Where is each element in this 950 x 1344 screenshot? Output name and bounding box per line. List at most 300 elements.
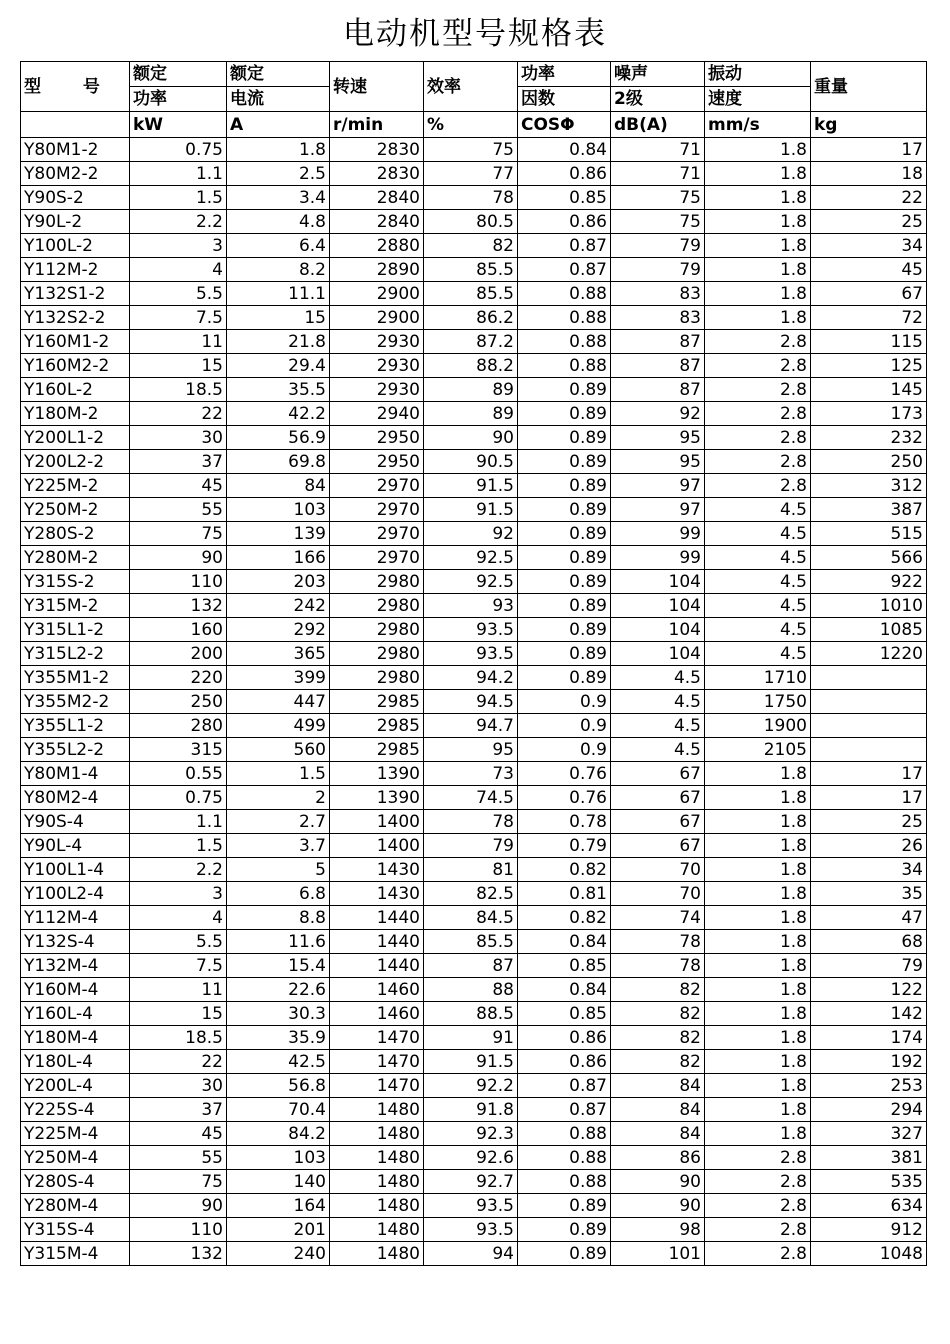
- cell-efficiency: 91.5: [424, 1050, 518, 1074]
- table-row: [21, 666, 927, 690]
- cell-efficiency: 93.5: [424, 1194, 518, 1218]
- cell-power: 110: [130, 570, 227, 594]
- header-speed: 转速: [330, 62, 424, 112]
- cell-power: 3: [130, 234, 227, 258]
- cell-pf: 0.82: [518, 858, 611, 882]
- cell-power: 1.5: [130, 834, 227, 858]
- cell-model: Y200L-4: [21, 1074, 130, 1098]
- cell-noise: 79: [611, 234, 705, 258]
- cell-efficiency: 89: [424, 402, 518, 426]
- cell-current: 15.4: [227, 954, 330, 978]
- cell-efficiency: 85.5: [424, 930, 518, 954]
- cell-weight: 327: [811, 1122, 927, 1146]
- table-row: [21, 450, 927, 474]
- table-row: [21, 474, 927, 498]
- cell-vibration: 2.8: [705, 354, 811, 378]
- cell-power: 1.1: [130, 162, 227, 186]
- cell-weight: [811, 738, 927, 762]
- cell-efficiency: 92.7: [424, 1170, 518, 1194]
- cell-current: 6.4: [227, 234, 330, 258]
- unit-power: kW: [130, 112, 227, 138]
- table-row: [21, 1026, 927, 1050]
- cell-noise: 74: [611, 906, 705, 930]
- cell-efficiency: 89: [424, 378, 518, 402]
- cell-weight: 68: [811, 930, 927, 954]
- cell-efficiency: 94: [424, 1242, 518, 1266]
- cell-pf: 0.85: [518, 186, 611, 210]
- cell-noise: 104: [611, 618, 705, 642]
- cell-weight: 515: [811, 522, 927, 546]
- cell-vibration: 1750: [705, 690, 811, 714]
- unit-efficiency: %: [424, 112, 518, 138]
- cell-weight: 115: [811, 330, 927, 354]
- cell-speed: 1460: [330, 978, 424, 1002]
- cell-speed: 2970: [330, 498, 424, 522]
- cell-current: 292: [227, 618, 330, 642]
- cell-power: 11: [130, 978, 227, 1002]
- cell-weight: 18: [811, 162, 927, 186]
- cell-pf: 0.76: [518, 786, 611, 810]
- cell-speed: 1400: [330, 834, 424, 858]
- cell-vibration: 2.8: [705, 1146, 811, 1170]
- cell-model: Y80M2-4: [21, 786, 130, 810]
- cell-model: Y132M-4: [21, 954, 130, 978]
- cell-power: 7.5: [130, 954, 227, 978]
- cell-efficiency: 86.2: [424, 306, 518, 330]
- cell-weight: 34: [811, 234, 927, 258]
- cell-vibration: 4.5: [705, 546, 811, 570]
- cell-current: 11.1: [227, 282, 330, 306]
- table-row: [21, 1194, 927, 1218]
- cell-efficiency: 92: [424, 522, 518, 546]
- table-row: [21, 498, 927, 522]
- cell-speed: 1400: [330, 810, 424, 834]
- cell-model: Y132S2-2: [21, 306, 130, 330]
- cell-weight: 125: [811, 354, 927, 378]
- cell-noise: 95: [611, 426, 705, 450]
- cell-pf: 0.87: [518, 1098, 611, 1122]
- table-row: [21, 1098, 927, 1122]
- cell-model: Y250M-2: [21, 498, 130, 522]
- cell-vibration: 1.8: [705, 930, 811, 954]
- cell-power: 280: [130, 714, 227, 738]
- table-row: [21, 642, 927, 666]
- table-row: [21, 1146, 927, 1170]
- cell-current: 139: [227, 522, 330, 546]
- cell-pf: 0.89: [518, 666, 611, 690]
- cell-noise: 101: [611, 1242, 705, 1266]
- cell-noise: 78: [611, 954, 705, 978]
- cell-efficiency: 92.5: [424, 546, 518, 570]
- cell-speed: 2890: [330, 258, 424, 282]
- cell-speed: 2980: [330, 642, 424, 666]
- table-row: [21, 1170, 927, 1194]
- table-row: [21, 162, 927, 186]
- cell-model: Y355L1-2: [21, 714, 130, 738]
- cell-current: 1.8: [227, 138, 330, 162]
- table-row: [21, 186, 927, 210]
- table-row: [21, 738, 927, 762]
- cell-efficiency: 90: [424, 426, 518, 450]
- cell-weight: 17: [811, 138, 927, 162]
- cell-current: 8.2: [227, 258, 330, 282]
- cell-noise: 98: [611, 1218, 705, 1242]
- cell-model: Y90S-2: [21, 186, 130, 210]
- cell-speed: 2950: [330, 450, 424, 474]
- cell-model: Y355M1-2: [21, 666, 130, 690]
- cell-model: Y355L2-2: [21, 738, 130, 762]
- cell-noise: 4.5: [611, 714, 705, 738]
- table-row: [21, 762, 927, 786]
- cell-pf: 0.89: [518, 594, 611, 618]
- cell-current: 166: [227, 546, 330, 570]
- cell-weight: 294: [811, 1098, 927, 1122]
- cell-vibration: 1.8: [705, 1050, 811, 1074]
- cell-efficiency: 87.2: [424, 330, 518, 354]
- cell-speed: 1440: [330, 906, 424, 930]
- cell-speed: 1480: [330, 1098, 424, 1122]
- cell-speed: 1460: [330, 1002, 424, 1026]
- cell-power: 315: [130, 738, 227, 762]
- cell-power: 160: [130, 618, 227, 642]
- cell-current: 35.9: [227, 1026, 330, 1050]
- cell-weight: 25: [811, 810, 927, 834]
- table-row: [21, 1002, 927, 1026]
- table-row: [21, 834, 927, 858]
- cell-speed: 1470: [330, 1026, 424, 1050]
- cell-vibration: 1.8: [705, 762, 811, 786]
- table-row: [21, 282, 927, 306]
- cell-weight: 142: [811, 1002, 927, 1026]
- cell-weight: 17: [811, 786, 927, 810]
- cell-noise: 67: [611, 810, 705, 834]
- cell-current: 203: [227, 570, 330, 594]
- cell-weight: 26: [811, 834, 927, 858]
- cell-efficiency: 84.5: [424, 906, 518, 930]
- cell-efficiency: 92.5: [424, 570, 518, 594]
- cell-power: 30: [130, 1074, 227, 1098]
- cell-noise: 97: [611, 498, 705, 522]
- cell-model: Y180M-4: [21, 1026, 130, 1050]
- cell-power: 90: [130, 546, 227, 570]
- cell-efficiency: 93.5: [424, 618, 518, 642]
- cell-efficiency: 81: [424, 858, 518, 882]
- cell-current: 2: [227, 786, 330, 810]
- cell-noise: 82: [611, 978, 705, 1002]
- cell-power: 7.5: [130, 306, 227, 330]
- cell-pf: 0.88: [518, 1170, 611, 1194]
- table-body: [21, 62, 927, 1266]
- cell-efficiency: 91.5: [424, 498, 518, 522]
- cell-noise: 75: [611, 210, 705, 234]
- cell-power: 75: [130, 522, 227, 546]
- cell-model: Y160M-4: [21, 978, 130, 1002]
- cell-power: 22: [130, 402, 227, 426]
- cell-current: 35.5: [227, 378, 330, 402]
- cell-model: Y90L-2: [21, 210, 130, 234]
- table-row: [21, 1074, 927, 1098]
- table-row: [21, 978, 927, 1002]
- cell-noise: 70: [611, 882, 705, 906]
- unit-model: [21, 112, 130, 138]
- cell-weight: 34: [811, 858, 927, 882]
- cell-weight: 173: [811, 402, 927, 426]
- cell-noise: 104: [611, 594, 705, 618]
- cell-power: 18.5: [130, 1026, 227, 1050]
- cell-weight: 47: [811, 906, 927, 930]
- cell-model: Y80M1-2: [21, 138, 130, 162]
- cell-speed: 2830: [330, 162, 424, 186]
- cell-efficiency: 94.2: [424, 666, 518, 690]
- cell-pf: 0.9: [518, 714, 611, 738]
- cell-model: Y180L-4: [21, 1050, 130, 1074]
- cell-model: Y200L2-2: [21, 450, 130, 474]
- table-row: [21, 906, 927, 930]
- cell-efficiency: 93: [424, 594, 518, 618]
- cell-power: 200: [130, 642, 227, 666]
- cell-power: 1.1: [130, 810, 227, 834]
- cell-noise: 82: [611, 1026, 705, 1050]
- cell-current: 560: [227, 738, 330, 762]
- cell-noise: 84: [611, 1098, 705, 1122]
- cell-vibration: 2.8: [705, 1170, 811, 1194]
- cell-model: Y315S-2: [21, 570, 130, 594]
- cell-noise: 82: [611, 1050, 705, 1074]
- cell-current: 2.7: [227, 810, 330, 834]
- cell-model: Y90L-4: [21, 834, 130, 858]
- cell-model: Y355M2-2: [21, 690, 130, 714]
- cell-speed: 2840: [330, 186, 424, 210]
- cell-efficiency: 88.5: [424, 1002, 518, 1026]
- cell-current: 103: [227, 498, 330, 522]
- cell-current: 11.6: [227, 930, 330, 954]
- cell-current: 4.8: [227, 210, 330, 234]
- cell-noise: 104: [611, 642, 705, 666]
- cell-model: Y225S-4: [21, 1098, 130, 1122]
- cell-pf: 0.84: [518, 138, 611, 162]
- cell-efficiency: 88.2: [424, 354, 518, 378]
- table-row: [21, 522, 927, 546]
- cell-noise: 67: [611, 786, 705, 810]
- header-current-line1: 额定: [227, 62, 330, 87]
- cell-current: 103: [227, 1146, 330, 1170]
- cell-efficiency: 92.3: [424, 1122, 518, 1146]
- table-row: [21, 354, 927, 378]
- cell-power: 37: [130, 450, 227, 474]
- cell-speed: 1390: [330, 762, 424, 786]
- cell-weight: 145: [811, 378, 927, 402]
- cell-noise: 84: [611, 1074, 705, 1098]
- cell-speed: 2930: [330, 354, 424, 378]
- cell-weight: 535: [811, 1170, 927, 1194]
- cell-pf: 0.87: [518, 258, 611, 282]
- table-row: [21, 1122, 927, 1146]
- cell-vibration: 1.8: [705, 258, 811, 282]
- cell-vibration: 1.8: [705, 834, 811, 858]
- cell-model: Y280S-4: [21, 1170, 130, 1194]
- cell-speed: 2970: [330, 546, 424, 570]
- cell-vibration: 1.8: [705, 306, 811, 330]
- cell-weight: 566: [811, 546, 927, 570]
- cell-vibration: 2.8: [705, 1218, 811, 1242]
- cell-pf: 0.89: [518, 642, 611, 666]
- cell-weight: 122: [811, 978, 927, 1002]
- table-row: [21, 618, 927, 642]
- table-row: [21, 546, 927, 570]
- cell-power: 45: [130, 1122, 227, 1146]
- cell-speed: 2985: [330, 738, 424, 762]
- cell-pf: 0.89: [518, 570, 611, 594]
- cell-model: Y90S-4: [21, 810, 130, 834]
- cell-noise: 86: [611, 1146, 705, 1170]
- cell-vibration: 1.8: [705, 1074, 811, 1098]
- cell-model: Y280M-2: [21, 546, 130, 570]
- cell-efficiency: 95: [424, 738, 518, 762]
- cell-speed: 2900: [330, 282, 424, 306]
- unit-pf: COSΦ: [518, 112, 611, 138]
- cell-noise: 104: [611, 570, 705, 594]
- cell-model: Y80M1-4: [21, 762, 130, 786]
- cell-speed: 1480: [330, 1122, 424, 1146]
- cell-weight: 67: [811, 282, 927, 306]
- cell-pf: 0.89: [518, 402, 611, 426]
- cell-pf: 0.87: [518, 234, 611, 258]
- cell-power: 1.5: [130, 186, 227, 210]
- cell-model: Y225M-4: [21, 1122, 130, 1146]
- cell-model: Y280S-2: [21, 522, 130, 546]
- cell-power: 250: [130, 690, 227, 714]
- cell-current: 22.6: [227, 978, 330, 1002]
- cell-current: 499: [227, 714, 330, 738]
- cell-current: 201: [227, 1218, 330, 1242]
- cell-noise: 83: [611, 306, 705, 330]
- table-row: [21, 930, 927, 954]
- cell-efficiency: 94.5: [424, 690, 518, 714]
- cell-noise: 75: [611, 186, 705, 210]
- cell-vibration: 2.8: [705, 426, 811, 450]
- cell-current: 29.4: [227, 354, 330, 378]
- cell-power: 22: [130, 1050, 227, 1074]
- cell-pf: 0.89: [518, 1242, 611, 1266]
- cell-pf: 0.89: [518, 474, 611, 498]
- cell-speed: 2880: [330, 234, 424, 258]
- cell-efficiency: 94.7: [424, 714, 518, 738]
- table-row: [21, 1218, 927, 1242]
- cell-model: Y160L-4: [21, 1002, 130, 1026]
- cell-efficiency: 78: [424, 186, 518, 210]
- cell-vibration: 1.8: [705, 906, 811, 930]
- cell-power: 11: [130, 330, 227, 354]
- cell-pf: 0.84: [518, 930, 611, 954]
- unit-weight: kg: [811, 112, 927, 138]
- cell-speed: 1480: [330, 1146, 424, 1170]
- cell-speed: 1480: [330, 1170, 424, 1194]
- unit-speed: r/min: [330, 112, 424, 138]
- cell-noise: 99: [611, 522, 705, 546]
- cell-noise: 83: [611, 282, 705, 306]
- cell-weight: 22: [811, 186, 927, 210]
- cell-weight: 232: [811, 426, 927, 450]
- cell-pf: 0.86: [518, 1026, 611, 1050]
- cell-noise: 67: [611, 762, 705, 786]
- cell-model: Y160M1-2: [21, 330, 130, 354]
- cell-speed: 2900: [330, 306, 424, 330]
- cell-model: Y280M-4: [21, 1194, 130, 1218]
- cell-power: 75: [130, 1170, 227, 1194]
- header-power-line1: 额定: [130, 62, 227, 87]
- cell-speed: 1430: [330, 858, 424, 882]
- cell-current: 164: [227, 1194, 330, 1218]
- cell-efficiency: 74.5: [424, 786, 518, 810]
- cell-weight: 45: [811, 258, 927, 282]
- cell-noise: 4.5: [611, 666, 705, 690]
- cell-model: Y250M-4: [21, 1146, 130, 1170]
- cell-current: 42.2: [227, 402, 330, 426]
- cell-model: Y315M-2: [21, 594, 130, 618]
- cell-pf: 0.86: [518, 162, 611, 186]
- header-units-row: [21, 112, 927, 138]
- cell-power: 5.5: [130, 282, 227, 306]
- cell-model: Y315M-4: [21, 1242, 130, 1266]
- cell-vibration: 2.8: [705, 474, 811, 498]
- cell-pf: 0.82: [518, 906, 611, 930]
- cell-vibration: 1.8: [705, 954, 811, 978]
- cell-vibration: 1.8: [705, 786, 811, 810]
- cell-current: 447: [227, 690, 330, 714]
- cell-power: 0.75: [130, 786, 227, 810]
- cell-weight: 922: [811, 570, 927, 594]
- cell-power: 0.75: [130, 138, 227, 162]
- cell-model: Y315S-4: [21, 1218, 130, 1242]
- cell-vibration: 1.8: [705, 810, 811, 834]
- cell-power: 132: [130, 594, 227, 618]
- cell-weight: 17: [811, 762, 927, 786]
- cell-efficiency: 90.5: [424, 450, 518, 474]
- cell-power: 5.5: [130, 930, 227, 954]
- cell-pf: 0.9: [518, 690, 611, 714]
- cell-efficiency: 91.5: [424, 474, 518, 498]
- cell-model: Y100L2-4: [21, 882, 130, 906]
- cell-speed: 2970: [330, 474, 424, 498]
- cell-pf: 0.89: [518, 426, 611, 450]
- cell-power: 3: [130, 882, 227, 906]
- cell-pf: 0.89: [518, 498, 611, 522]
- cell-efficiency: 82: [424, 234, 518, 258]
- cell-pf: 0.88: [518, 330, 611, 354]
- cell-speed: 2980: [330, 570, 424, 594]
- cell-vibration: 2.8: [705, 378, 811, 402]
- cell-weight: 25: [811, 210, 927, 234]
- cell-efficiency: 85.5: [424, 258, 518, 282]
- unit-current: A: [227, 112, 330, 138]
- cell-pf: 0.88: [518, 282, 611, 306]
- cell-weight: 387: [811, 498, 927, 522]
- cell-pf: 0.88: [518, 1146, 611, 1170]
- cell-efficiency: 92.6: [424, 1146, 518, 1170]
- cell-efficiency: 91: [424, 1026, 518, 1050]
- cell-speed: 1470: [330, 1050, 424, 1074]
- cell-vibration: 2.8: [705, 1242, 811, 1266]
- cell-weight: 634: [811, 1194, 927, 1218]
- cell-current: 8.8: [227, 906, 330, 930]
- cell-current: 365: [227, 642, 330, 666]
- cell-pf: 0.89: [518, 522, 611, 546]
- cell-weight: [811, 666, 927, 690]
- cell-pf: 0.87: [518, 1074, 611, 1098]
- cell-current: 242: [227, 594, 330, 618]
- cell-pf: 0.81: [518, 882, 611, 906]
- cell-noise: 90: [611, 1170, 705, 1194]
